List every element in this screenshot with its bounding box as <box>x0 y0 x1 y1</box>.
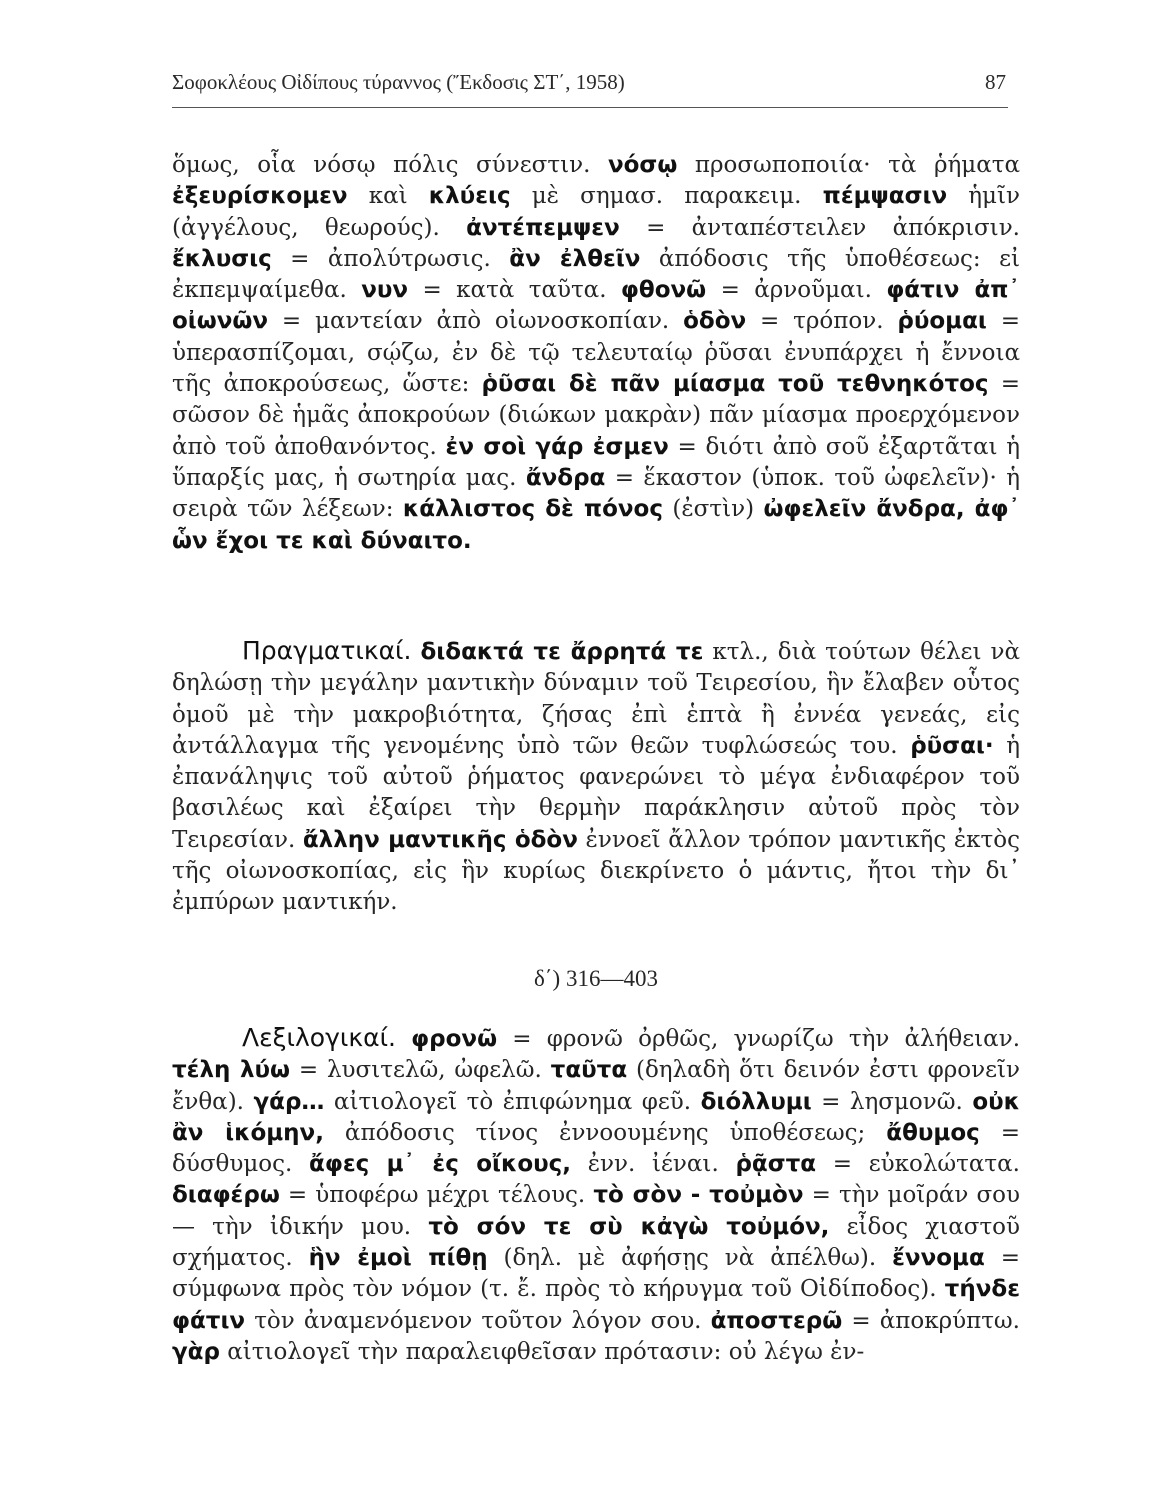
lemma-term: τήνδε φάτιν <box>172 1276 1020 1334</box>
running-title: Σοφοκλέους Οἰδίπους τύραννος (Ἔκδοσις ΣΤ΄, 1958) <box>172 70 625 94</box>
gloss-text: (δηλαδὴ ὅτι δεινόν ἐστι φρονεῖν ἔνθα). <box>172 1057 1021 1115</box>
lemma-term: κάλλιστος δὲ πόνος <box>402 496 663 523</box>
gloss-text: = σῶσον δὲ ἡμᾶς ἀποκρούων (διώκων μακρὰν) πᾶν μίασμα προερχόμενον ἀπὸ τοῦ ἀποθανόντος. <box>172 371 1020 460</box>
page-number: 87 <box>985 70 1006 94</box>
lemma-term: διόλλυμι <box>700 1088 812 1115</box>
lemma-term: γὰρ <box>172 1338 220 1365</box>
gloss-text: προσωποποιία· τὰ ῥήματα <box>677 152 1020 178</box>
lemma-term: ῥῦσαι· <box>910 732 994 759</box>
section-number: δ΄) 316—403 <box>534 966 658 991</box>
lemma-term: ὠφελεῖν ἄνδρα, ἀφ᾽ ὧν ἔχοι τε καὶ δύναιτο. <box>172 496 1020 554</box>
gloss-text: = μαντείαν ἀπὸ οἰωνοσκοπίαν. <box>268 308 684 335</box>
section-heading: Λεξιλογικαί. <box>242 1023 396 1052</box>
lemma-term: ἐν σοὶ γάρ ἐσμεν <box>445 433 669 460</box>
gloss-text: = ἀπολύτρωσις. <box>271 245 510 272</box>
gloss-text: μὲ σημασ. παρακειμ. <box>510 183 823 210</box>
gloss-text: = ὑποφέρω μέχρι τέλους. <box>279 1182 594 1209</box>
lemma-term: οὐκ ἂν ἱκόμην, <box>172 1088 1020 1146</box>
gloss-text: = ἀνταπέστειλεν ἀπόκρισιν. <box>619 214 1020 241</box>
gloss-text: = κατὰ ταῦτα. <box>408 277 621 304</box>
gloss-text: = δύσθυμος. <box>172 1119 1021 1178</box>
lemma-term: ἀποστερῶ <box>710 1307 843 1334</box>
gloss-text: = διότι ἀπὸ σοῦ ἐξαρτᾶται ἡ ὕπαρξίς μας, ἡ σωτηρία μας. <box>172 433 1020 491</box>
gloss-text: ὅμως, οἷα νόσῳ πόλις σύνεστιν. <box>172 152 608 178</box>
lemma-term: φρονῶ <box>411 1026 498 1052</box>
lemma-term: γάρ… <box>253 1088 325 1115</box>
gloss-text: = ἀρνοῦμαι. <box>706 277 887 304</box>
lemma-term: φάτιν ἀπ᾽ οἰωνῶν <box>172 277 1020 335</box>
lemma-term: ταῦτα <box>550 1057 628 1084</box>
gloss-text: ἐνν. ἰέναι. <box>571 1151 736 1178</box>
lemma-term: νυν <box>361 277 409 304</box>
gloss-text: ἡ ἐπανάληψις τοῦ αὐτοῦ ῥήματος φανερώνει τὸ μέγα ἐνδιαφέρον τοῦ βασιλέως καὶ ἐξαίρει τὴν θερμὴν παράκλησιν αὐτοῦ πρὸς τὸν Τειρεσίαν. <box>172 732 1021 853</box>
gloss-text: = τὴν μοῖράν σου — τὴν ἰδικήν μου. <box>172 1182 1020 1240</box>
section-heading: Πραγματικαί. <box>242 636 412 665</box>
lemma-term: τὸ σὸν - τοὐμὸν <box>593 1182 804 1209</box>
gloss-text: = ὑπερασπίζομαι, σῴζω, ἐν δὲ τῷ τελευταίῳ ῥῦσαι ἐνυπάρχει ἡ ἔννοια τῆς ἀποκρούσεως, ὥστε: <box>172 308 1020 398</box>
gloss-text: = λησμονῶ. <box>811 1088 973 1115</box>
gloss-text: = σύμφωνα πρὸς τὸν νόμον (τ. ἔ. πρὸς τὸ κήρυγμα τοῦ Οἰδίποδος). <box>172 1245 1020 1303</box>
gloss-text: ἡμῖν (ἀγγέλους, θεωρούς). <box>172 183 1021 241</box>
lemma-term: νόσῳ <box>607 152 678 178</box>
gloss-text: ἀπόδοσις τίνος ἐννοουμένης ὑποθέσεως; <box>323 1119 887 1146</box>
lemma-term: ἄλλην μαντικῆς ὁδὸν <box>302 826 578 853</box>
gloss-text: = εὐκολώτατα. <box>816 1151 1020 1178</box>
gloss-text <box>396 1026 411 1052</box>
gloss-text: ἐννοεῖ ἄλλον τρόπον μαντικῆς ἐκτὸς τῆς οἰωνοσκοπίας, εἰς ἣν κυρίως διεκρίνετο ὁ μάντις, ἤτοι τὴν δι᾽ ἐμπύρων μαντικήν. <box>172 826 1020 916</box>
gloss-text: τὸν ἀναμενόμενον τοῦτον λόγον σου. <box>245 1307 711 1334</box>
gloss-text: = τρόπον. <box>746 308 898 335</box>
lemma-term: ἄθυμος <box>886 1119 980 1146</box>
gloss-text <box>411 639 420 665</box>
lemma-term: ἀντέπεμψεν <box>466 214 620 241</box>
lemma-term: ἄφες μ᾽ ἐς οἴκους, <box>309 1151 572 1178</box>
gloss-text: κτλ., διὰ τούτων θέλει νὰ δηλώσῃ τὴν μεγάλην μαντικὴν δύναμιν τοῦ Τειρεσίου, ἣν ἔλαβεν οὗτος ὁμοῦ μὲ τὴν μακροβιότητα, ζήσας ἐπὶ ἑπτὰ ἢ ἐννέα γενεάς, εἰς ἀντάλλαγμα τῆς γενομένης ὑπὸ τῶν θεῶν τυφλώσεώς του. <box>172 639 1020 759</box>
gloss-text: = λυσιτελῶ, ὠφελῶ. <box>290 1057 551 1084</box>
commentary-paragraph-1 <box>172 150 1020 557</box>
header-rule <box>172 107 1008 108</box>
commentary-paragraph-2 <box>172 635 1020 919</box>
lemma-term: ἣν ἐμοὶ πίθῃ <box>308 1245 488 1272</box>
lemma-term: ῥῦσαι δὲ πᾶν μίασμα τοῦ τεθνηκότος <box>481 371 989 398</box>
lemma-term: ὁδὸν <box>683 308 747 335</box>
lemma-term: ἂν ἐλθεῖν <box>509 245 641 272</box>
lemma-term: ἐξευρίσκομεν <box>172 183 348 210</box>
lemma-term: ἄνδρα <box>525 464 606 491</box>
gloss-text: = φρονῶ ὀρθῶς, γνωρίζω τὴν ἀλήθειαν. <box>497 1026 1021 1052</box>
commentary-paragraph-3 <box>172 1022 1020 1368</box>
lemma-term: ῥύομαι <box>897 308 987 335</box>
lemma-term: διαφέρω <box>172 1182 280 1209</box>
running-header <box>172 70 1006 95</box>
gloss-text: αἰτιολογεῖ τὴν παραλειφθεῖσαν πρότασιν: οὐ λέγω ἐν- <box>219 1338 865 1365</box>
lemma-term: πέμψασιν <box>822 183 948 210</box>
gloss-text: = ἕκαστον (ὑποκ. τοῦ ὠφελεῖν)· ἡ σειρὰ τῶν λέξεων: <box>172 464 1020 523</box>
lemma-term: τέλη λύω <box>172 1057 291 1084</box>
lemma-term: φθονῶ <box>620 277 707 304</box>
gloss-text: (δηλ. μὲ ἀφήσῃς νὰ ἀπέλθω). <box>487 1245 893 1272</box>
lemma-term: κλύεις <box>428 183 511 210</box>
lemma-term: ἔννομα <box>892 1245 985 1272</box>
gloss-text: αἰτιολογεῖ τὸ ἐπιφώνημα φεῦ. <box>324 1088 701 1115</box>
gloss-text: εἶδος χιαστοῦ σχήματος. <box>172 1213 1021 1272</box>
gloss-text: ἀπόδοσις τῆς ὑποθέσεως: εἰ ἐκπεμψαίμεθα. <box>172 245 1020 304</box>
gloss-text: = ἀποκρύπτω. <box>842 1307 1020 1334</box>
lemma-term: ῥᾷστα <box>735 1151 817 1178</box>
lemma-term: διδακτά τε ἄρρητά τε <box>420 639 704 665</box>
gloss-text: (ἐστὶν) <box>662 496 764 523</box>
lemma-term: τὸ σόν τε σὺ κἀγὼ τοὐμόν, <box>428 1213 830 1240</box>
gloss-text: καὶ <box>347 183 429 210</box>
lemma-term: ἔκλυσις <box>172 245 272 272</box>
